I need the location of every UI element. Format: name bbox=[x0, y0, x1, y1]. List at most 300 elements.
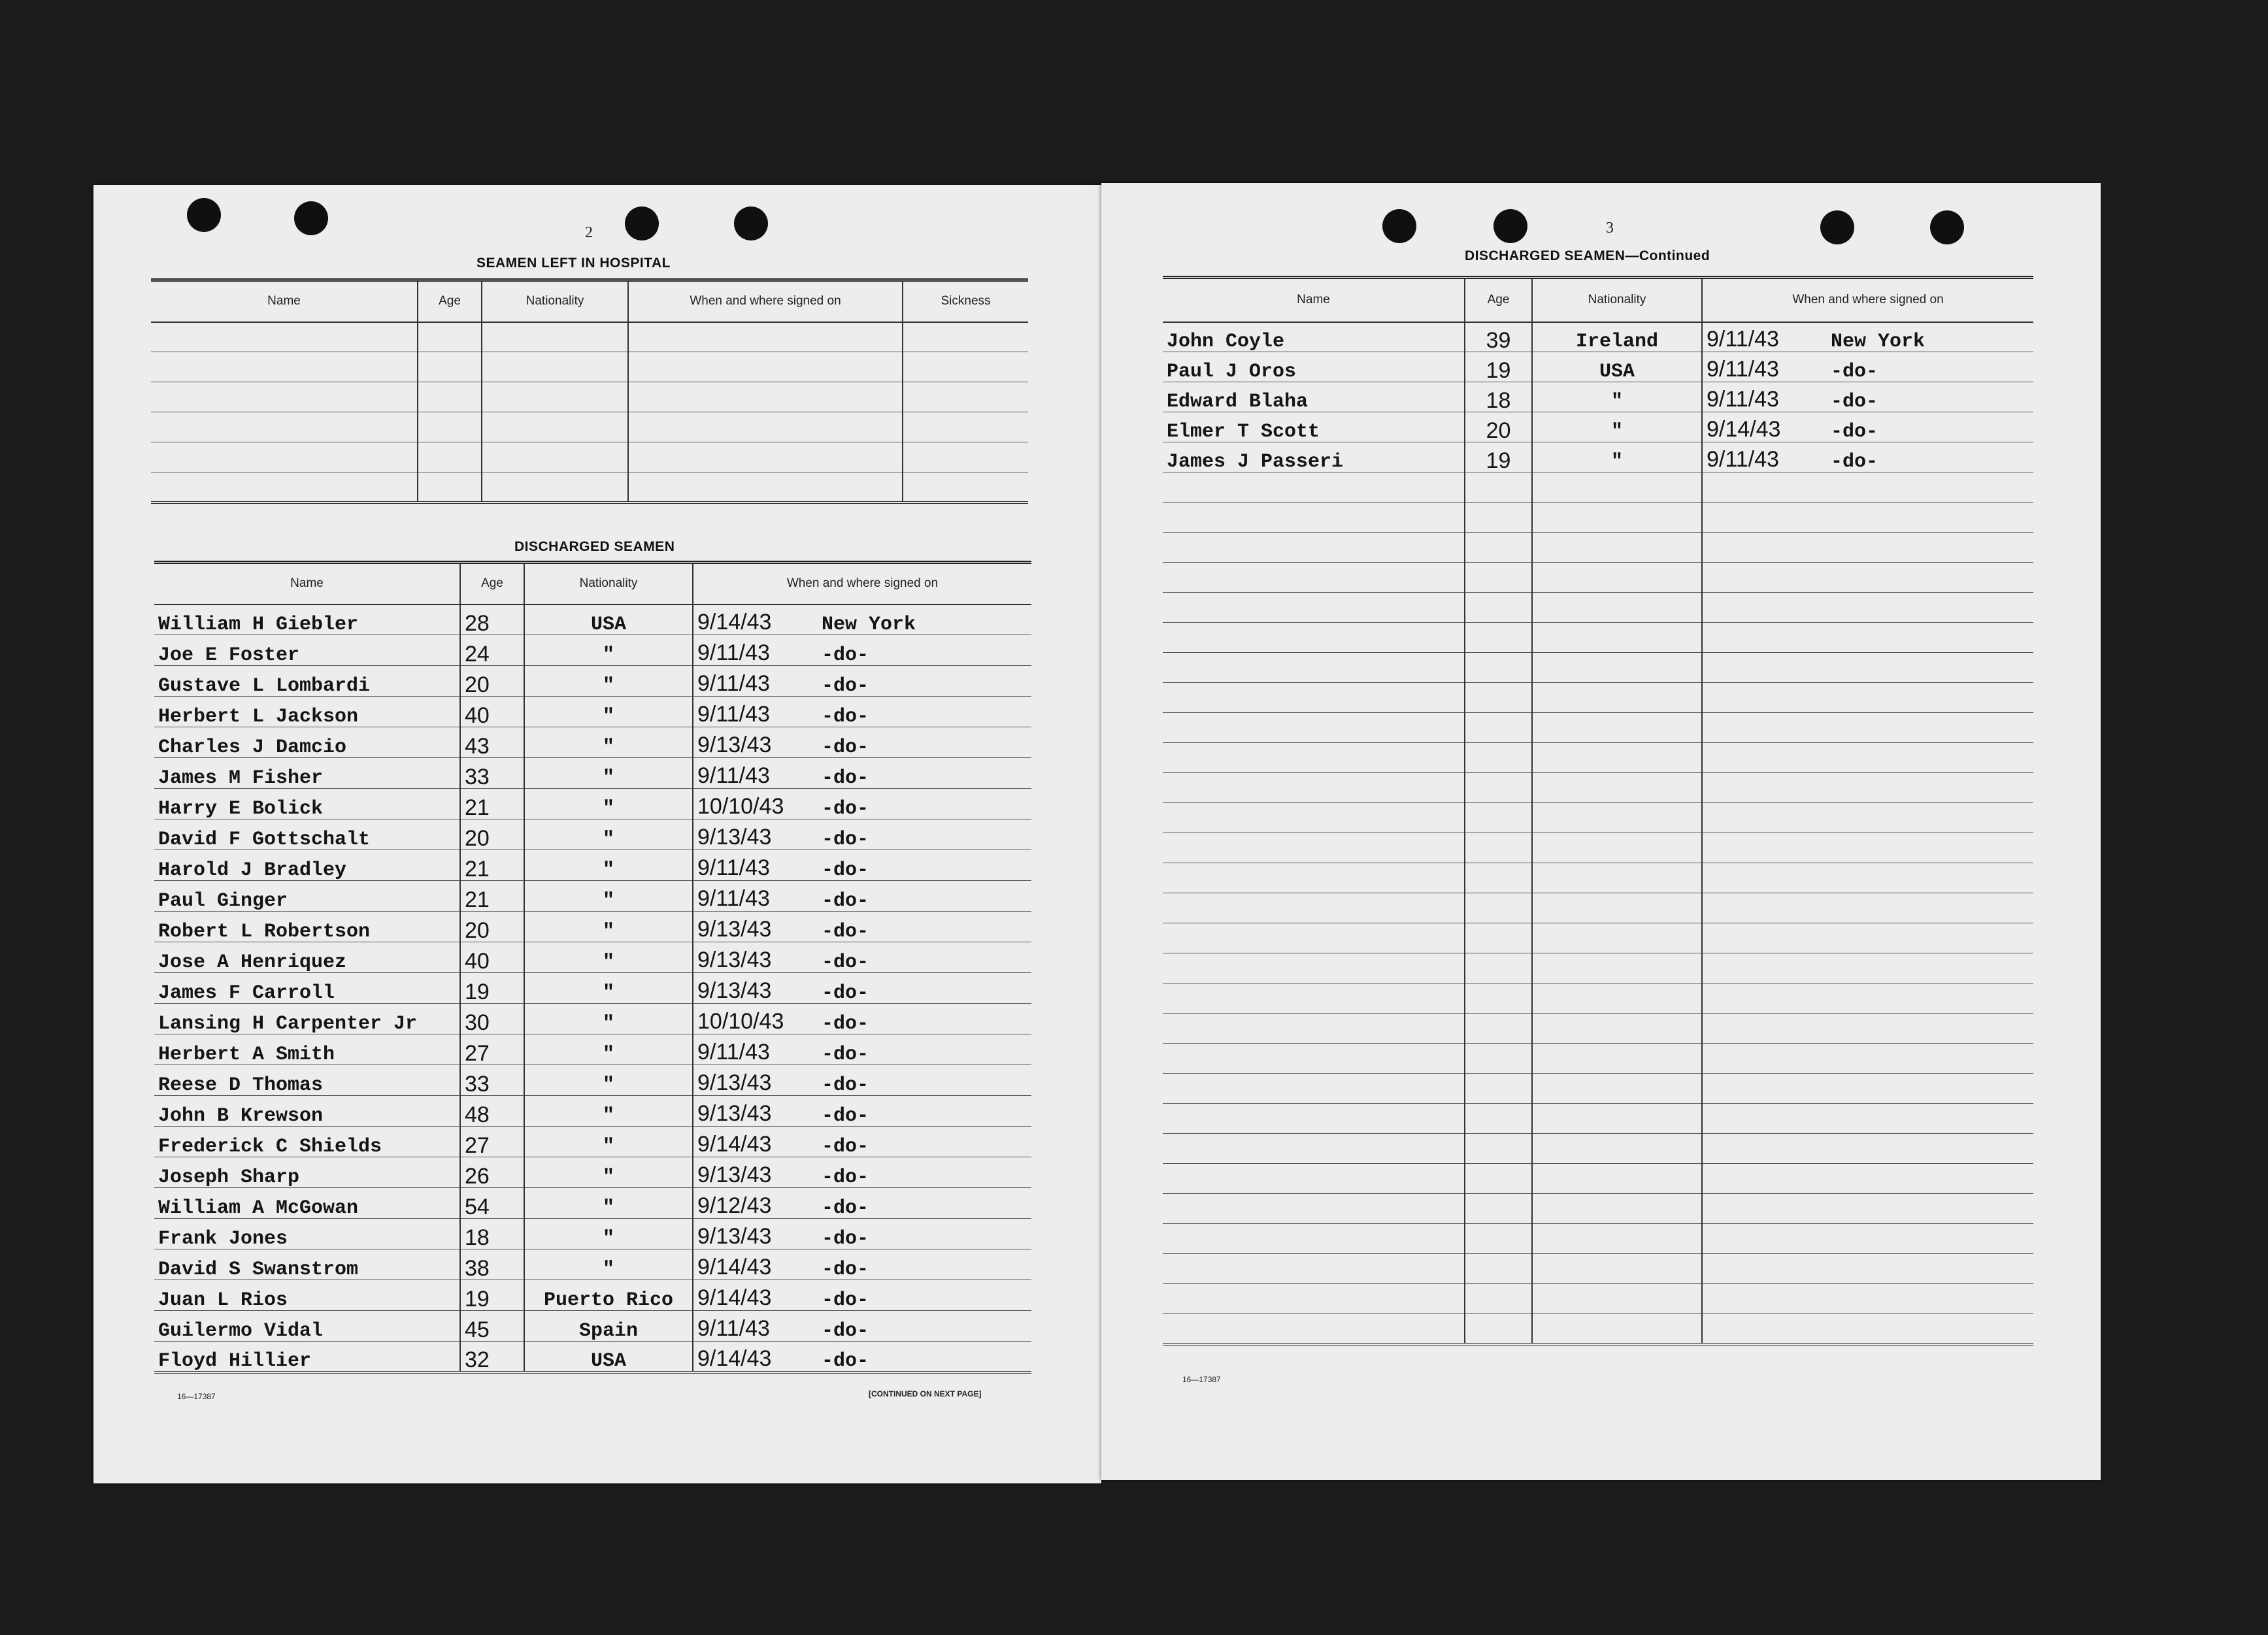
seaman-age: 33 bbox=[460, 758, 524, 789]
blank-cell bbox=[1702, 893, 2033, 923]
signed-on-cell bbox=[693, 973, 1031, 1004]
table-row bbox=[154, 1249, 1031, 1280]
signed-on-date: 9/13/43 bbox=[697, 825, 772, 850]
blank-cell bbox=[1163, 1284, 1465, 1314]
signed-on-place: -do- bbox=[822, 890, 869, 912]
signed-on-cell bbox=[693, 1280, 1031, 1311]
signed-on-cell bbox=[693, 912, 1031, 942]
blank-cell bbox=[1465, 1104, 1532, 1134]
table-row bbox=[1163, 1044, 2033, 1074]
blank-cell bbox=[1163, 803, 1465, 833]
seaman-name: Herbert L Jackson bbox=[154, 697, 460, 727]
table-row bbox=[1163, 833, 2033, 863]
seaman-age: 20 bbox=[460, 666, 524, 697]
table-row bbox=[1163, 863, 2033, 893]
blank-cell bbox=[1163, 1254, 1465, 1284]
signed-on-cell bbox=[693, 942, 1031, 973]
blank-cell bbox=[1532, 743, 1702, 773]
punch-hole bbox=[1820, 210, 1854, 244]
punch-hole bbox=[294, 201, 328, 235]
blank-cell bbox=[628, 382, 903, 412]
seaman-name: David F Gottschalt bbox=[154, 819, 460, 850]
hospital-table bbox=[151, 278, 1028, 504]
seaman-name: Frank Jones bbox=[154, 1219, 460, 1249]
blank-cell bbox=[1465, 623, 1532, 653]
seaman-age: 27 bbox=[460, 1127, 524, 1157]
signed-on-cell bbox=[693, 1157, 1031, 1188]
blank-cell bbox=[1163, 773, 1465, 803]
signed-on-date: 9/11/43 bbox=[1707, 327, 1779, 352]
seaman-nationality: USA bbox=[1532, 352, 1702, 382]
seaman-nationality: " bbox=[524, 789, 693, 819]
signed-on-date: 9/11/43 bbox=[697, 671, 770, 696]
seaman-age: 20 bbox=[460, 912, 524, 942]
signed-on-date: 9/13/43 bbox=[697, 948, 772, 972]
signed-on-place: -do- bbox=[822, 1044, 869, 1065]
seaman-name: Elmer T Scott bbox=[1163, 412, 1465, 442]
seaman-name: Reese D Thomas bbox=[154, 1065, 460, 1096]
page-number: 2 bbox=[585, 224, 593, 241]
form-number: 16—17387 bbox=[1182, 1375, 1221, 1384]
signed-on-place: -do- bbox=[822, 982, 869, 1004]
table-row bbox=[154, 942, 1031, 973]
seaman-nationality: " bbox=[524, 1188, 693, 1219]
seaman-nationality: " bbox=[524, 819, 693, 850]
blank-cell bbox=[1465, 1284, 1532, 1314]
table-row bbox=[1163, 803, 2033, 833]
table-row bbox=[154, 697, 1031, 727]
signed-on-place: -do- bbox=[822, 921, 869, 942]
seaman-age: 20 bbox=[460, 819, 524, 850]
seaman-age: 32 bbox=[460, 1342, 524, 1372]
seaman-nationality: " bbox=[1532, 382, 1702, 412]
blank-cell bbox=[1163, 1104, 1465, 1134]
blank-cell bbox=[1163, 1014, 1465, 1044]
signed-on-date: 9/13/43 bbox=[697, 978, 772, 1003]
signed-on-cell bbox=[1702, 442, 2033, 472]
seaman-name: John Coyle bbox=[1163, 322, 1465, 352]
seaman-nationality: " bbox=[524, 1004, 693, 1034]
signed-on-place: -do- bbox=[822, 1197, 869, 1219]
column-header-signed-on: When and where signed on bbox=[693, 563, 1031, 604]
seaman-name: Jose A Henriquez bbox=[154, 942, 460, 973]
table-row bbox=[154, 1342, 1031, 1372]
table-row bbox=[154, 819, 1031, 850]
column-header-nationality: Nationality bbox=[524, 563, 693, 604]
signed-on-date: 9/13/43 bbox=[697, 1163, 772, 1187]
blank-cell bbox=[1465, 1224, 1532, 1254]
blank-cell bbox=[1465, 1044, 1532, 1074]
seaman-name: William A McGowan bbox=[154, 1188, 460, 1219]
punch-hole bbox=[1930, 210, 1964, 244]
signed-on-place: -do- bbox=[822, 736, 869, 758]
table-row bbox=[1163, 442, 2033, 472]
blank-cell bbox=[1465, 593, 1532, 623]
blank-cell bbox=[482, 352, 628, 382]
blank-cell bbox=[482, 322, 628, 352]
blank-cell bbox=[903, 352, 1028, 382]
signed-on-place: -do- bbox=[822, 1228, 869, 1249]
signed-on-cell bbox=[693, 1034, 1031, 1065]
seaman-age: 48 bbox=[460, 1096, 524, 1127]
seaman-nationality: " bbox=[524, 635, 693, 666]
blank-cell bbox=[1532, 533, 1702, 563]
signed-on-date: 10/10/43 bbox=[697, 794, 784, 819]
blank-cell bbox=[628, 322, 903, 352]
table-row bbox=[154, 1280, 1031, 1311]
blank-cell bbox=[1532, 1104, 1702, 1134]
table-row bbox=[1163, 953, 2033, 983]
signed-on-cell bbox=[693, 819, 1031, 850]
seaman-name: Joseph Sharp bbox=[154, 1157, 460, 1188]
blank-cell bbox=[1465, 1074, 1532, 1104]
seaman-age: 33 bbox=[460, 1065, 524, 1096]
signed-on-cell bbox=[693, 881, 1031, 912]
signed-on-date: 9/11/43 bbox=[697, 1040, 770, 1065]
blank-cell bbox=[1532, 863, 1702, 893]
seaman-age: 40 bbox=[460, 942, 524, 973]
seaman-nationality: " bbox=[524, 1127, 693, 1157]
blank-cell bbox=[1532, 713, 1702, 743]
blank-cell bbox=[1465, 983, 1532, 1014]
seaman-name: Robert L Robertson bbox=[154, 912, 460, 942]
signed-on-place: -do- bbox=[822, 1136, 869, 1157]
seaman-name: Harry E Bolick bbox=[154, 789, 460, 819]
signed-on-place: -do- bbox=[822, 1349, 869, 1372]
blank-cell bbox=[1163, 1164, 1465, 1194]
blank-cell bbox=[1702, 743, 2033, 773]
signed-on-place: -do- bbox=[822, 1166, 869, 1188]
discharged-table bbox=[154, 561, 1031, 1374]
blank-cell bbox=[1465, 653, 1532, 683]
blank-cell bbox=[1702, 623, 2033, 653]
blank-cell bbox=[1532, 472, 1702, 503]
signed-on-date: 9/14/43 bbox=[697, 1132, 772, 1157]
blank-cell bbox=[1163, 743, 1465, 773]
blank-cell bbox=[151, 382, 418, 412]
seaman-name: James M Fisher bbox=[154, 758, 460, 789]
blank-cell bbox=[1702, 983, 2033, 1014]
signed-on-date: 9/11/43 bbox=[697, 763, 770, 788]
blank-cell bbox=[1532, 1224, 1702, 1254]
table-row bbox=[1163, 1134, 2033, 1164]
blank-cell bbox=[1163, 713, 1465, 743]
seaman-age: 28 bbox=[460, 604, 524, 635]
signed-on-place: -do- bbox=[1831, 361, 1878, 382]
seaman-age: 20 bbox=[1465, 412, 1532, 442]
seaman-nationality: " bbox=[524, 758, 693, 789]
blank-cell bbox=[1702, 1014, 2033, 1044]
blank-cell bbox=[482, 442, 628, 472]
table-row bbox=[1163, 593, 2033, 623]
table-row bbox=[154, 912, 1031, 942]
blank-cell bbox=[1702, 953, 2033, 983]
blank-cell bbox=[1702, 833, 2033, 863]
blank-cell bbox=[418, 472, 482, 503]
blank-cell bbox=[1532, 833, 1702, 863]
signed-on-cell bbox=[693, 1219, 1031, 1249]
blank-cell bbox=[1163, 1044, 1465, 1074]
table-row bbox=[1163, 1314, 2033, 1344]
table-row bbox=[1163, 1284, 2033, 1314]
signed-on-date: 9/13/43 bbox=[697, 1224, 772, 1249]
signed-on-date: 9/14/43 bbox=[697, 1255, 772, 1280]
blank-cell bbox=[1163, 1074, 1465, 1104]
seaman-nationality: " bbox=[524, 850, 693, 881]
signed-on-cell bbox=[693, 727, 1031, 758]
signed-on-date: 9/14/43 bbox=[697, 1346, 772, 1371]
blank-cell bbox=[1163, 863, 1465, 893]
blank-cell bbox=[1465, 472, 1532, 503]
signed-on-cell bbox=[693, 1096, 1031, 1127]
table-row bbox=[151, 322, 1028, 352]
left-page bbox=[93, 185, 1101, 1483]
table-row bbox=[151, 352, 1028, 382]
signed-on-cell bbox=[693, 789, 1031, 819]
signed-on-cell bbox=[693, 1311, 1031, 1342]
blank-cell bbox=[1465, 563, 1532, 593]
blank-cell bbox=[1163, 1314, 1465, 1344]
table-row bbox=[1163, 983, 2033, 1014]
seaman-nationality: " bbox=[524, 1249, 693, 1280]
table-row bbox=[1163, 1014, 2033, 1044]
seaman-name: Paul J Oros bbox=[1163, 352, 1465, 382]
blank-cell bbox=[482, 412, 628, 442]
seaman-age: 54 bbox=[460, 1188, 524, 1219]
seaman-age: 43 bbox=[460, 727, 524, 758]
blank-cell bbox=[903, 472, 1028, 503]
table-row bbox=[1163, 1194, 2033, 1224]
column-header-signed-on: When and where signed on bbox=[1702, 278, 2033, 322]
signed-on-place: -do- bbox=[1831, 421, 1878, 442]
blank-cell bbox=[1163, 1194, 1465, 1224]
column-header-age: Age bbox=[460, 563, 524, 604]
signed-on-cell bbox=[693, 1065, 1031, 1096]
blank-cell bbox=[1465, 683, 1532, 713]
table-row bbox=[1163, 713, 2033, 743]
blank-cell bbox=[151, 352, 418, 382]
blank-cell bbox=[903, 442, 1028, 472]
table-row bbox=[154, 1127, 1031, 1157]
table-row bbox=[151, 382, 1028, 412]
blank-cell bbox=[151, 322, 418, 352]
blank-cell bbox=[1532, 683, 1702, 713]
signed-on-date: 9/14/43 bbox=[697, 1285, 772, 1310]
blank-cell bbox=[1702, 683, 2033, 713]
blank-cell bbox=[1702, 1074, 2033, 1104]
table-row bbox=[154, 727, 1031, 758]
blank-cell bbox=[1163, 653, 1465, 683]
blank-cell bbox=[628, 412, 903, 442]
blank-cell bbox=[1465, 743, 1532, 773]
signed-on-date: 9/14/43 bbox=[1707, 417, 1781, 442]
blank-cell bbox=[418, 412, 482, 442]
blank-cell bbox=[418, 322, 482, 352]
blank-cell bbox=[1702, 1254, 2033, 1284]
seaman-age: 19 bbox=[460, 1280, 524, 1311]
signed-on-cell bbox=[693, 604, 1031, 635]
table-row bbox=[154, 1157, 1031, 1188]
blank-cell bbox=[1163, 953, 1465, 983]
table-row bbox=[154, 635, 1031, 666]
seaman-age: 38 bbox=[460, 1249, 524, 1280]
blank-cell bbox=[1702, 1134, 2033, 1164]
table-row bbox=[1163, 503, 2033, 533]
blank-cell bbox=[1532, 1164, 1702, 1194]
blank-cell bbox=[1702, 773, 2033, 803]
seaman-name: William H Giebler bbox=[154, 604, 460, 635]
seaman-nationality: " bbox=[1532, 442, 1702, 472]
signed-on-date: 9/11/43 bbox=[697, 855, 770, 880]
blank-cell bbox=[1702, 1044, 2033, 1074]
blank-cell bbox=[1532, 1284, 1702, 1314]
signed-on-cell bbox=[693, 697, 1031, 727]
blank-cell bbox=[628, 472, 903, 503]
signed-on-place: -do- bbox=[822, 1259, 869, 1280]
blank-cell bbox=[1465, 773, 1532, 803]
table-row bbox=[154, 881, 1031, 912]
table-row bbox=[154, 666, 1031, 697]
blank-cell bbox=[903, 322, 1028, 352]
signed-on-date: 9/11/43 bbox=[697, 640, 770, 665]
seaman-age: 45 bbox=[460, 1311, 524, 1342]
seaman-age: 19 bbox=[460, 973, 524, 1004]
seaman-name: Juan L Rios bbox=[154, 1280, 460, 1311]
table-row bbox=[154, 1065, 1031, 1096]
blank-cell bbox=[1163, 833, 1465, 863]
table-row bbox=[154, 604, 1031, 635]
blank-cell bbox=[1532, 893, 1702, 923]
signed-on-date: 9/13/43 bbox=[697, 1070, 772, 1095]
seaman-nationality: Ireland bbox=[1532, 322, 1702, 352]
table-row bbox=[1163, 322, 2033, 352]
table-row bbox=[1163, 653, 2033, 683]
blank-cell bbox=[1163, 472, 1465, 503]
seaman-nationality: " bbox=[524, 666, 693, 697]
seaman-nationality: " bbox=[524, 1157, 693, 1188]
table-row bbox=[1163, 683, 2033, 713]
blank-cell bbox=[1702, 1224, 2033, 1254]
table-row bbox=[1163, 893, 2033, 923]
seaman-name: Edward Blaha bbox=[1163, 382, 1465, 412]
table-row bbox=[1163, 743, 2033, 773]
signed-on-cell bbox=[693, 1127, 1031, 1157]
signed-on-date: 9/11/43 bbox=[697, 702, 770, 727]
seaman-age: 19 bbox=[1465, 442, 1532, 472]
blank-cell bbox=[1465, 1314, 1532, 1344]
blank-cell bbox=[1465, 923, 1532, 953]
seaman-name: James F Carroll bbox=[154, 973, 460, 1004]
blank-cell bbox=[1532, 923, 1702, 953]
signed-on-place: -do- bbox=[822, 1289, 869, 1311]
blank-cell bbox=[482, 472, 628, 503]
column-header-age: Age bbox=[418, 280, 482, 322]
seaman-name: David S Swanstrom bbox=[154, 1249, 460, 1280]
blank-cell bbox=[1532, 1134, 1702, 1164]
right-page bbox=[1101, 183, 2101, 1480]
signed-on-cell bbox=[693, 1249, 1031, 1280]
signed-on-date: 9/14/43 bbox=[697, 610, 772, 635]
blank-cell bbox=[418, 352, 482, 382]
blank-cell bbox=[1702, 1194, 2033, 1224]
page-number: 3 bbox=[1606, 220, 1614, 237]
signed-on-place: -do- bbox=[822, 1013, 869, 1034]
blank-cell bbox=[1532, 653, 1702, 683]
blank-cell bbox=[1532, 593, 1702, 623]
blank-cell bbox=[1163, 1134, 1465, 1164]
seaman-age: 21 bbox=[460, 789, 524, 819]
signed-on-place: -do- bbox=[822, 1105, 869, 1127]
table-row bbox=[1163, 472, 2033, 503]
signed-on-cell bbox=[693, 1342, 1031, 1372]
seaman-name: Floyd Hillier bbox=[154, 1342, 460, 1372]
seaman-name: Guilermo Vidal bbox=[154, 1311, 460, 1342]
blank-cell bbox=[1163, 533, 1465, 563]
blank-cell bbox=[1702, 653, 2033, 683]
signed-on-cell bbox=[693, 635, 1031, 666]
table-row bbox=[1163, 1164, 2033, 1194]
seaman-age: 40 bbox=[460, 697, 524, 727]
blank-cell bbox=[1465, 503, 1532, 533]
blank-cell bbox=[1702, 1284, 2033, 1314]
seaman-nationality: " bbox=[524, 727, 693, 758]
seaman-nationality: " bbox=[524, 942, 693, 973]
signed-on-cell bbox=[1702, 352, 2033, 382]
blank-cell bbox=[1465, 1254, 1532, 1284]
signed-on-cell bbox=[693, 850, 1031, 881]
blank-cell bbox=[1532, 953, 1702, 983]
seaman-name: Lansing H Carpenter Jr bbox=[154, 1004, 460, 1034]
blank-cell bbox=[1163, 1224, 1465, 1254]
signed-on-place: -do- bbox=[822, 767, 869, 789]
seaman-age: 24 bbox=[460, 635, 524, 666]
column-header-name: Name bbox=[151, 280, 418, 322]
signed-on-place: -do- bbox=[822, 859, 869, 881]
seaman-nationality: " bbox=[524, 1219, 693, 1249]
blank-cell bbox=[1702, 713, 2033, 743]
table-row bbox=[154, 1219, 1031, 1249]
table-row bbox=[1163, 352, 2033, 382]
signed-on-place: -do- bbox=[822, 675, 869, 697]
seaman-age: 21 bbox=[460, 850, 524, 881]
blank-cell bbox=[1465, 863, 1532, 893]
signed-on-place: New York bbox=[822, 614, 916, 635]
signed-on-cell bbox=[693, 1188, 1031, 1219]
blank-cell bbox=[1532, 1254, 1702, 1284]
signed-on-cell bbox=[693, 666, 1031, 697]
signed-on-cell bbox=[1702, 412, 2033, 442]
seaman-name: Charles J Damcio bbox=[154, 727, 460, 758]
seaman-age: 19 bbox=[1465, 352, 1532, 382]
table-row bbox=[154, 758, 1031, 789]
seaman-nationality: " bbox=[524, 1034, 693, 1065]
table-row bbox=[1163, 1074, 2033, 1104]
form-number: 16—17387 bbox=[177, 1392, 216, 1401]
blank-cell bbox=[1532, 1194, 1702, 1224]
table-row bbox=[1163, 623, 2033, 653]
blank-cell bbox=[628, 352, 903, 382]
blank-cell bbox=[1465, 1014, 1532, 1044]
signed-on-date: 9/13/43 bbox=[697, 733, 772, 757]
table-row bbox=[154, 1034, 1031, 1065]
blank-cell bbox=[1532, 503, 1702, 533]
table-row bbox=[1163, 1224, 2033, 1254]
column-header-signed-on: When and where signed on bbox=[628, 280, 903, 322]
blank-cell bbox=[482, 382, 628, 412]
column-header-age: Age bbox=[1465, 278, 1532, 322]
seaman-nationality: USA bbox=[524, 604, 693, 635]
blank-cell bbox=[1532, 1074, 1702, 1104]
